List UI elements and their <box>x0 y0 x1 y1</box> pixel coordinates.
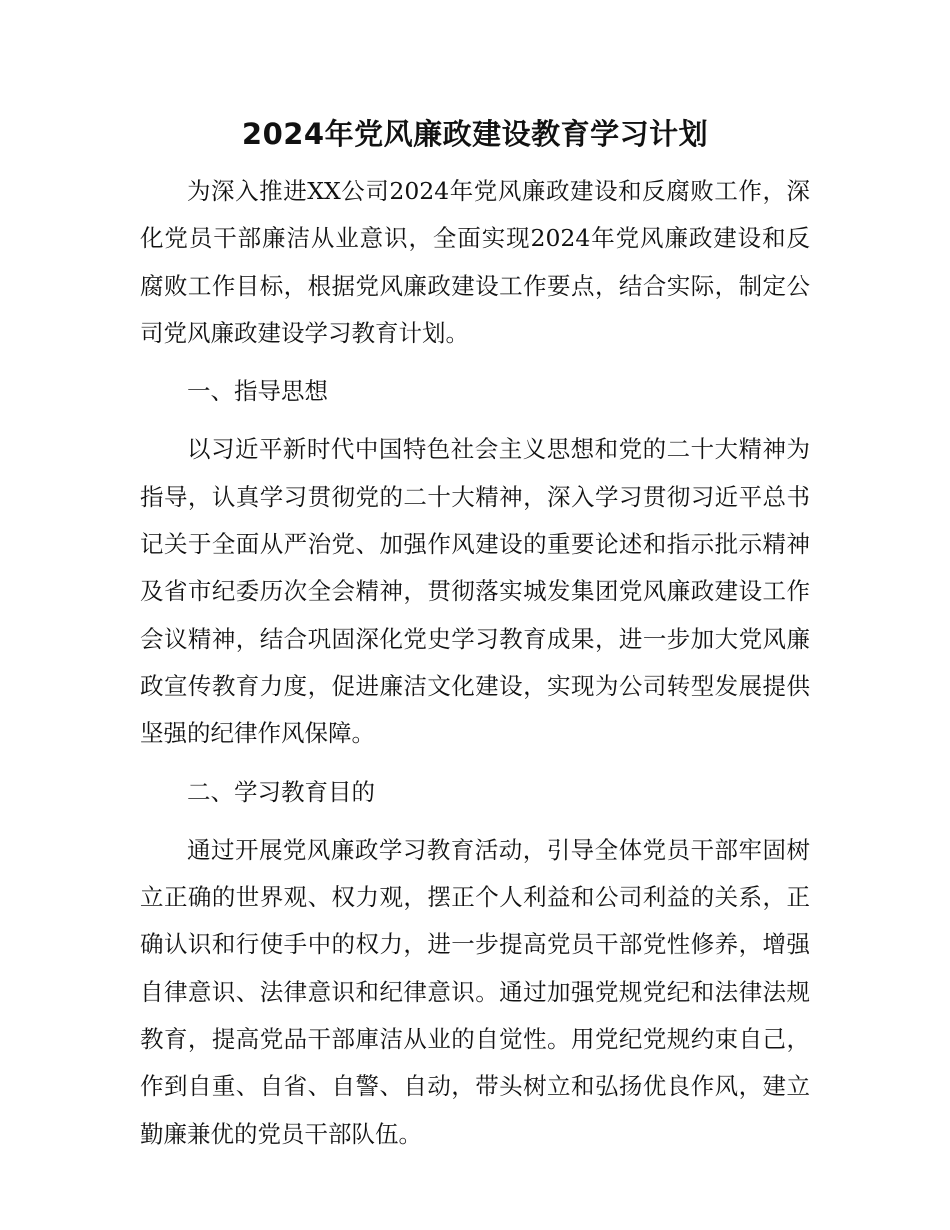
document-body <box>140 168 810 1169</box>
intro-paragraph: 为深入推进XX公司2024年党风廉政建设和反腐败工作，深化党员干部廉洁从业意识，全面实现2024年党风廉政建设和反腐败工作目标，根据党风廉政建设工作要点，结合实际，制定公司党风廉政建设学习教育计划。 <box>140 177 810 347</box>
document-title: 2024年党风廉政建设教育学习计划 <box>241 117 709 151</box>
section-heading-learning-purpose: 二、学习教育目的 <box>187 777 375 806</box>
section-heading-guiding-ideology: 一、指导思想 <box>187 377 328 406</box>
section-body-learning-purpose: 通过开展党风廉政学习教育活动，引导全体党员干部牢固树立正确的世界观、权力观，摆正个人利益和公司利益的关系，正确认识和行使手中的权力，进一步提高党员干部党性修养，增强自律意识、法律意识和纪律意识。通过加强党规党纪和法律法规教育，提高党品干部庫洁从业的自觉性。用党纪党规约束自己，作到自重、自省、自警、自动，带头树立和弘扬优良作风，建立勤廉兼优的党员干部队伍。 <box>140 835 810 1148</box>
section-body-guiding-ideology: 以习近平新时代中国特色社会主义思想和党的二十大精神为指导，认真学习贯彻党的二十大精神，深入学习贯彻习近平总书记关于全面从严治党、加强作风建设的重要论述和指示批示精神及省市纪委历次全会精神，贯彻落实城发集团党风廉政建设工作会议精神，结合巩固深化党史学习教育成果，进一步加大党风廉政宣传教育力度，促进廉洁文化建设，实现为公司转型发展提供坚强的纪律作风保障。 <box>140 435 810 748</box>
